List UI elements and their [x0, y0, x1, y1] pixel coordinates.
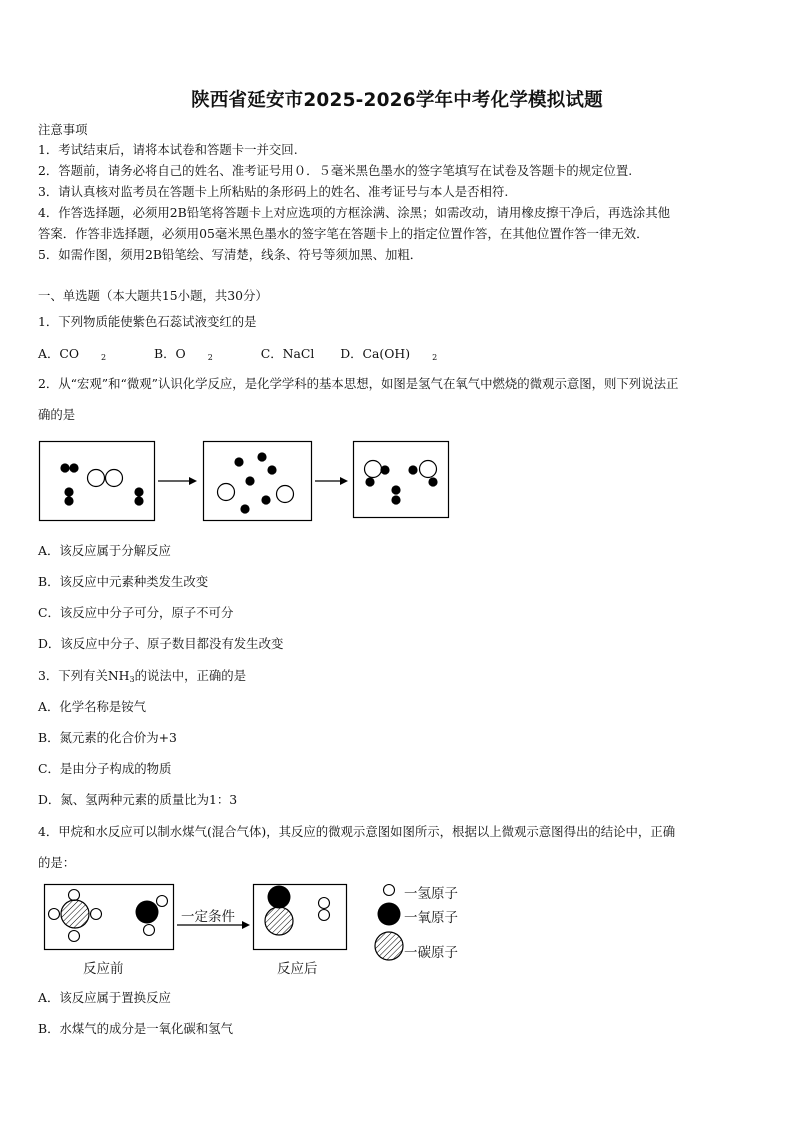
- q3-option-d[interactable]: D．氮、氢两种元素的质量比为1：3: [38, 792, 238, 807]
- q1-option-b[interactable]: B．O $_2$: [154, 346, 213, 362]
- notice-item: 4．作答选择题，必须用2B铅笔将答题卡上对应选项的方框涂满、涂黑；如需改动，请用橡皮擦干净后，再选涂其他: [38, 205, 671, 220]
- notice-heading: 注意事项: [38, 122, 88, 137]
- before-label: 反应前: [83, 961, 124, 977]
- notice-item: 答案．作答非选择题，必须用05毫米黑色墨水的签字笔在答题卡上的指定位置作答，在其他位置作答一律无效．: [38, 226, 649, 241]
- q3-option-b[interactable]: B．氮元素的化合价为+3: [38, 730, 177, 745]
- carbon-atom-icon: [375, 932, 403, 960]
- q3-stem: 3．下列有关$NH_3$的说法中，正确的是: [38, 668, 247, 684]
- q1-option-c[interactable]: C．NaCl: [260, 346, 315, 361]
- q2-option-b[interactable]: B．该反应中元素种类发生改变: [38, 574, 209, 589]
- section-heading: 一、单选题（本大题共15小题，共30分）: [38, 288, 268, 303]
- notice-item: 2．答题前，请务必将自己的姓名、准考证号用０．５毫米黑色墨水的签字笔填写在试卷及答题卡的规定位置.: [38, 163, 633, 178]
- q2-stem-cont: 确的是: [38, 407, 76, 422]
- notice-item: 5．如需作图，须用2B铅笔绘、写清楚，线条、符号等须加黑、加粗．: [38, 247, 423, 262]
- legend-carbon: 一碳原子: [404, 945, 458, 961]
- q1-option-a[interactable]: A．CO $_2$: [38, 346, 107, 362]
- q4-option-a[interactable]: A．该反应属于置换反应: [38, 990, 171, 1005]
- q4-stem-cont: 的是：: [38, 855, 76, 870]
- after-label: 反应后: [277, 961, 318, 977]
- legend-oxygen: 一氧原子: [404, 910, 458, 926]
- q2-stem: 2．从“宏观”和“微观”认识化学反应，是化学学科的基本思想，如图是氢气在氧气中燃烧的微观示意图，则下列说法正: [38, 376, 679, 391]
- q2-option-a[interactable]: A．该反应属于分解反应: [38, 543, 171, 558]
- notice-item: 3．请认真核对监考员在答题卡上所粘贴的条形码上的姓名、准考证号与本人是否相符.: [38, 184, 509, 199]
- q2-option-c[interactable]: C．该反应中分子可分，原子不可分: [38, 605, 234, 620]
- q4-stem: 4．甲烷和水反应可以制水煤气(混合气体)，其反应的微观示意图如图所示，根据以上微观示意图得出的结论中，正确: [38, 824, 676, 839]
- notice-item: 1．考试结束后，请将本试卷和答题卡一并交回.: [38, 142, 298, 157]
- q4-option-b[interactable]: B．水煤气的成分是一氧化碳和氢气: [38, 1021, 233, 1036]
- hydrogen-atom-icon: [384, 885, 395, 896]
- q3-option-c[interactable]: C．是由分子构成的物质: [38, 761, 172, 776]
- q2-option-d[interactable]: D．该反应中分子、原子数目都没有发生改变: [38, 636, 284, 651]
- oxygen-atom-icon: [378, 903, 401, 926]
- q1-stem: 1．下列物质能使紫色石蕊试液变红的是: [38, 314, 257, 329]
- q1-option-d[interactable]: D．Ca(OH) $_2$: [340, 346, 438, 362]
- page-title: 陕西省延安市2025-2026学年中考化学模拟试题: [191, 90, 603, 111]
- reaction-condition: 一定条件: [181, 909, 235, 925]
- legend-hydrogen: 一氢原子: [404, 886, 458, 902]
- q3-option-a[interactable]: A．化学名称是铵气: [38, 699, 147, 714]
